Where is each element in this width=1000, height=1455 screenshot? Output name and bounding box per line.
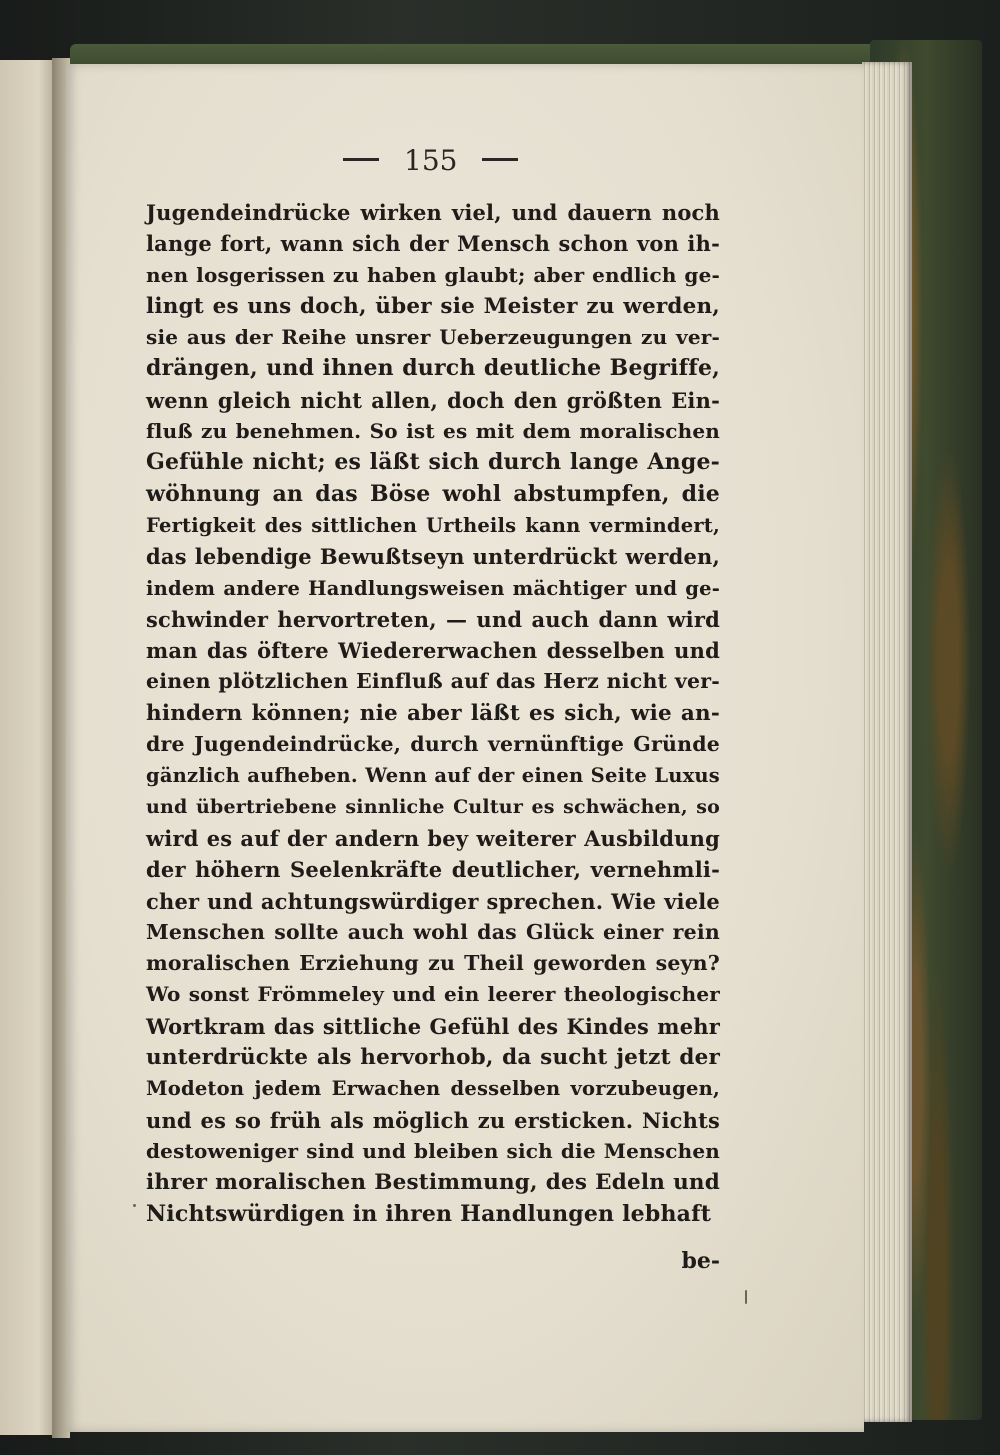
text-line: Gefühle nicht; es läßt sich durch lange Ange-	[146, 449, 720, 476]
text-line: unterdrückte als hervorhob, da sucht jetzt der	[146, 1045, 720, 1071]
text-line: das lebendige Bewußtseyn unterdrückt werden,	[146, 544, 720, 570]
header-dash-right	[482, 158, 518, 161]
page-number: 155	[404, 144, 458, 177]
text-line: hindern können; nie aber läßt es sich, wie an-	[146, 700, 720, 726]
text-line: man das öftere Wiedererwachen desselben und	[146, 638, 720, 664]
text-line: Fertigkeit des sittlichen Urtheils kann vermindert,	[146, 513, 720, 537]
text-line: Wo sonst Frömmeley und ein leerer theologischer	[146, 982, 720, 1007]
text-line: wird es auf der andern bey weiterer Ausbildung	[146, 825, 720, 851]
page-stack-edges	[862, 62, 912, 1422]
body-text	[146, 197, 720, 1230]
text-line: sie aus der Reihe unsrer Ueberzeugungen zu ver-	[146, 325, 720, 350]
text-line: Wortkram das sittliche Gefühl des Kindes mehr	[146, 1013, 720, 1039]
text-line: wenn gleich nicht allen, doch den größten Ein-	[146, 387, 720, 413]
paper-speck	[745, 1290, 747, 1304]
catchword: be-	[681, 1248, 720, 1274]
text-line: Menschen sollte auch wohl das Glück einer rein	[146, 919, 720, 944]
text-line: Jugendeindrücke wirken viel, und dauern noch	[146, 200, 720, 225]
text-line: schwinder hervortreten, — und auch dann wird	[146, 606, 720, 632]
text-line: und es so früh als möglich zu ersticken. Nichts	[146, 1107, 720, 1133]
text-line: der höhern Seelenkräfte deutlicher, vernehmli-	[146, 857, 720, 883]
text-line: cher und achtungswürdiger sprechen. Wie viele	[146, 888, 720, 914]
text-line: wöhnung an das Böse wohl abstumpfen, die	[146, 480, 720, 507]
text-line: fluß zu benehmen. So ist es mit dem moralischen	[146, 419, 720, 444]
left-page-edge	[0, 60, 55, 1435]
text-line: destoweniger sind und bleiben sich die Menschen	[146, 1138, 720, 1163]
text-line: ihrer moralischen Bestimmung, des Edeln und	[146, 1170, 720, 1196]
text-line: Nichtswürdigen in ihren Handlungen lebhaft	[146, 1200, 712, 1227]
text-line: moralischen Erziehung zu Theil geworden seyn?	[146, 951, 720, 976]
page-header	[0, 142, 1000, 182]
text-line: lingt es uns doch, über sie Meister zu werden,	[146, 293, 720, 319]
text-line: und übertriebene sinnliche Cultur es schwächen, so	[146, 795, 720, 818]
text-line: indem andere Handlungsweisen mächtiger und ge-	[146, 576, 720, 600]
paper-speck	[133, 1204, 136, 1207]
text-line: einen plötzlichen Einfluß auf das Herz nicht ver-	[146, 669, 720, 694]
text-line: nen losgerissen zu haben glaubt; aber endlich ge-	[146, 262, 720, 287]
header-dash-left	[343, 158, 379, 161]
text-line: lange fort, wann sich der Mensch schon von ih-	[146, 231, 720, 257]
text-line: Modeton jedem Erwachen desselben vorzubeugen,	[146, 1077, 720, 1101]
text-line: gänzlich aufheben. Wenn auf der einen Seite Luxus	[146, 764, 720, 788]
text-line: drängen, und ihnen durch deutliche Begriffe,	[146, 355, 720, 382]
text-line: dre Jugendeindrücke, durch vernünftige Gründe	[146, 732, 720, 757]
